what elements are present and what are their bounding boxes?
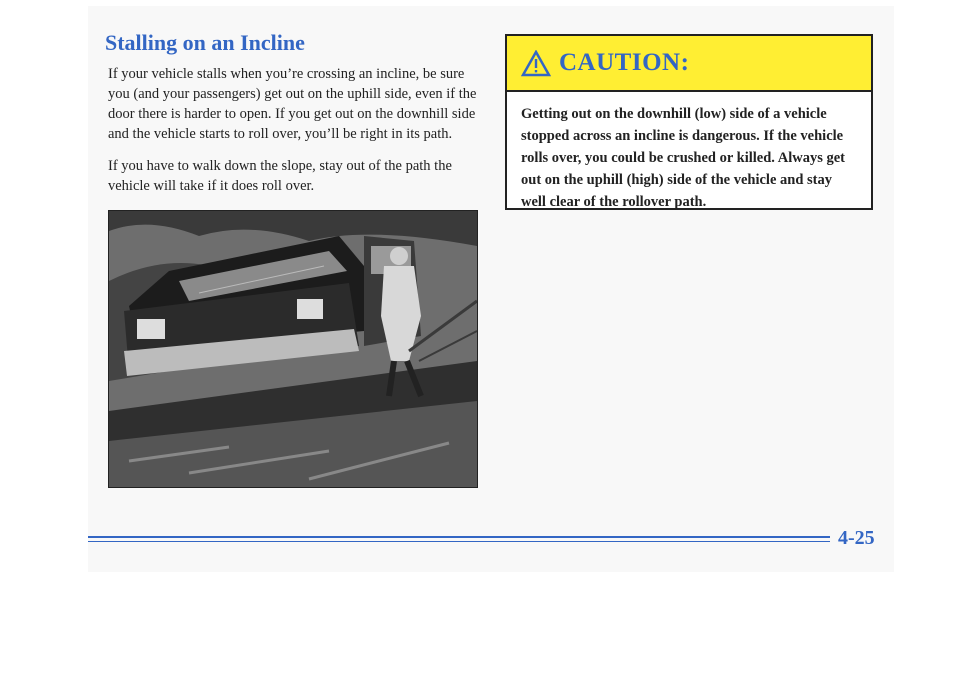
- illustration-drawing: [109, 211, 477, 487]
- caution-header: [507, 36, 871, 92]
- paragraph-uphill-exit: If your vehicle stalls when you’re crossing an incline, be sure you (and your passengers) get out on the uphill side, even if the door there is harder to open. If you get out on the downhill side and the vehicle starts to roll over, you’ll be right in its path.: [108, 66, 477, 142]
- section-title: Stalling on an Incline: [105, 30, 305, 55]
- footer-rule: [88, 536, 830, 538]
- page-number: 4-25: [838, 527, 875, 549]
- caution-title: CAUTION:: [559, 49, 690, 76]
- paragraph-walk-down-slope: If you have to walk down the slope, stay out of the path the vehicle will take if it does roll over.: [108, 158, 452, 194]
- caution-box: [505, 34, 873, 210]
- warning-triangle-icon: [521, 50, 551, 77]
- caution-text: Getting out on the downhill (low) side of a vehicle stopped across an incline is dangerous. If the vehicle rolls over, you could be crushed or killed. Always get out on the uphill (high) side of the vehicle and stay well clear of the rollover path.: [521, 106, 845, 210]
- footer-rule-thin: [88, 541, 830, 542]
- vehicle-on-incline-illustration: [108, 210, 478, 488]
